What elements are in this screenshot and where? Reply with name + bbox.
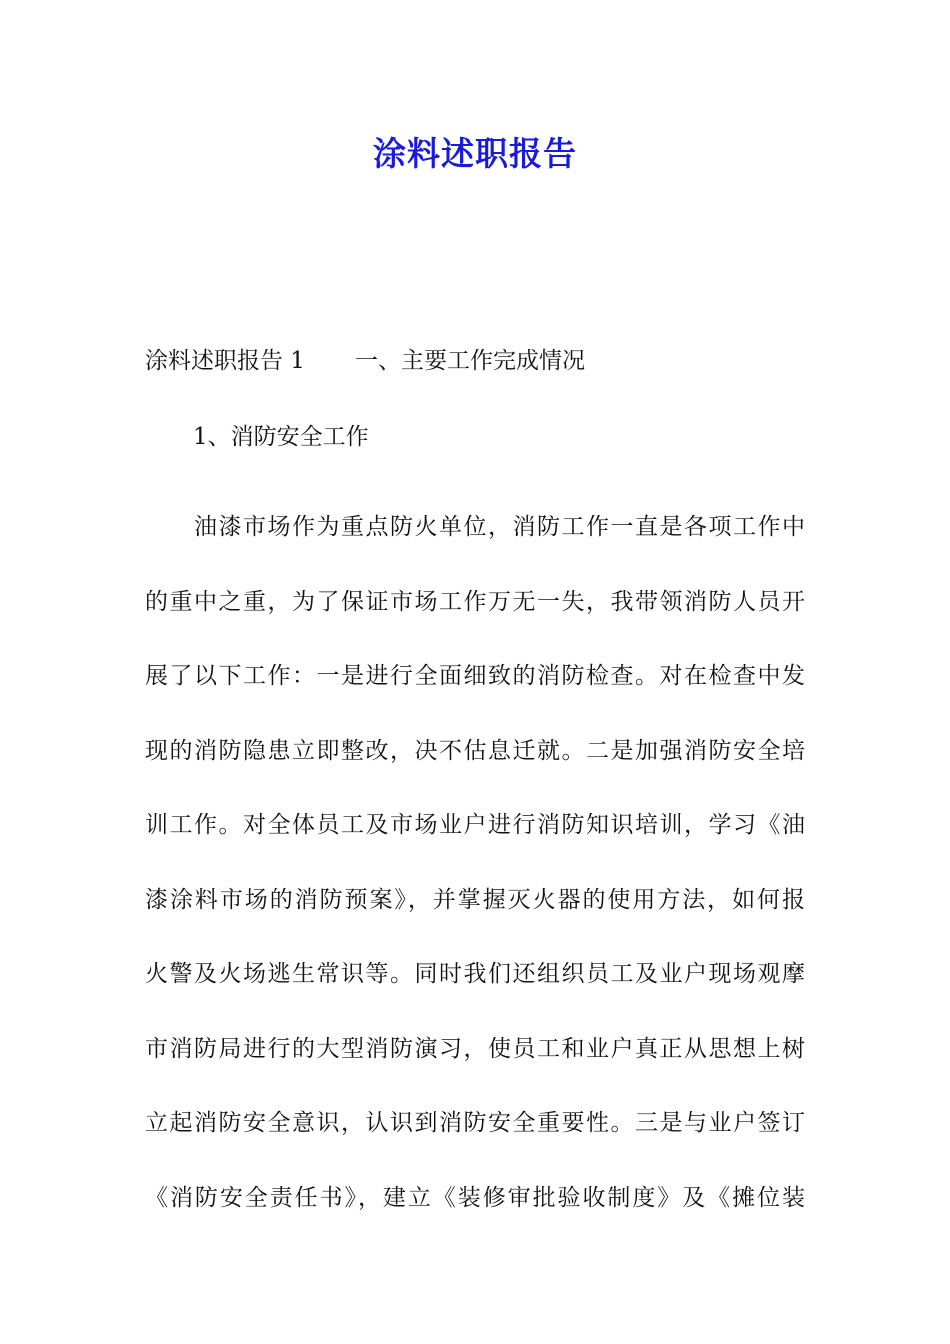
paragraph-line: 的重中之重，为了保证市场工作万无一失，我带领消防人员开: [145, 588, 805, 615]
paragraph-line: 现的消防隐患立即整改，决不估息迁就。二是加强消防安全培: [145, 737, 805, 764]
paragraph-line: 训工作。对全体员工及市场业户进行消防知识培训，学习《油: [145, 812, 805, 838]
paragraph-line: 市消防局进行的大型消防演习，使员工和业户真正从思想上树: [145, 1035, 805, 1062]
paragraph-line: 油漆市场作为重点防火单位，消防工作一直是各项工作中: [145, 514, 805, 540]
section-heading: 一、主要工作完成情况: [354, 348, 585, 374]
paragraph-line: 立起消防安全意识，认识到消防安全重要性。三是与业户签订: [145, 1110, 805, 1136]
paragraph-line: 《消防安全责任书》，建立《装修审批验收制度》及《摊位装: [145, 1184, 805, 1211]
report-heading: [145, 342, 585, 375]
report-number: 涂料述职报告 1: [145, 348, 305, 374]
document-title: 涂料述职报告: [373, 134, 577, 173]
paragraph-line: 火警及火场逃生常识等。同时我们还组织员工及业户现场观摩: [145, 961, 805, 987]
subsection-heading: 1、消防安全工作: [193, 424, 369, 450]
paragraph-line: 展了以下工作：一是进行全面细致的消防检查。对在检查中发: [145, 663, 805, 689]
paragraph-line: 漆涂料市场的消防预案》，并掌握灭火器的使用方法，如何报: [145, 886, 805, 913]
body-paragraph: [145, 490, 805, 1235]
